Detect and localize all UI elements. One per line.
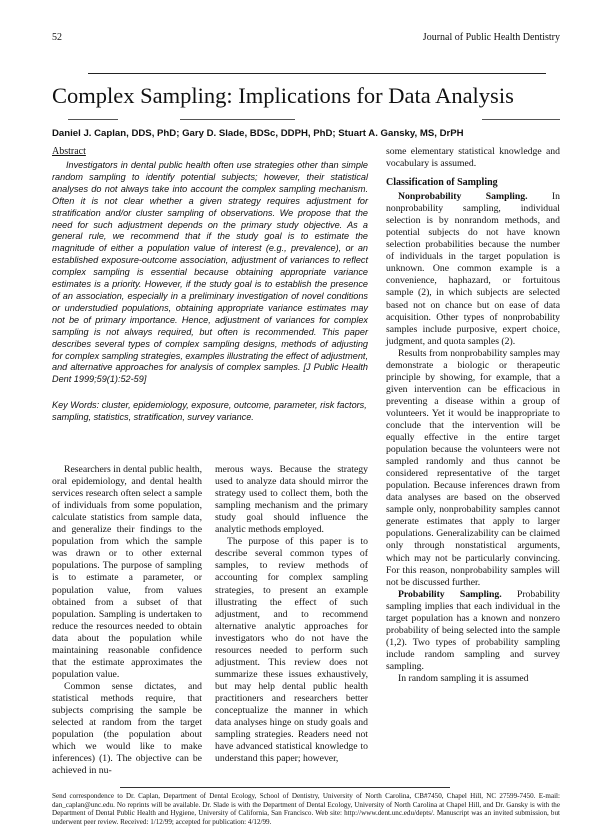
header-rule <box>88 73 546 74</box>
paragraph: merous ways. Because the strategy used to analyze data should mirror the strategy used to collect them, both the sampling mechanism and the primary study goal should influence the analytic methods employed. <box>215 464 368 536</box>
paragraph-text: Probability sampling implies that each individual in the target population has a known and nonzero probability of being selected into the sample (1,2). Two types of probability sampling include random sampling and survey sampling. <box>386 588 560 672</box>
running-header <box>52 32 560 44</box>
paragraph: In random sampling it is assumed <box>398 672 529 684</box>
footnote: Send correspondence to Dr. Caplan, Department of Dental Ecology, School of Dentistry, University of North Carolina, CB#7450, Chapel Hill, NC 27599-7450. E-mail: dan_caplan@unc.edu. No reprints will be available. Dr. Slade is with the Department of Dental Ecology, University of North Carolina at Chapel Hill, and Dr. Gansky is with the Department of Dental Public Health and Hygiene, University of California, San Francisco. Web site: http://www.dent.unc.edu/depts/. Manuscript was an invited submission, but underwent peer review. Received: 1/12/99; accepted for publication: 4/12/99. <box>52 792 560 827</box>
abstract-text: Investigators in dental public health often use strategies other than simple random sampling to identify potential subjects; however, their statistical analyses do not always take into account the complex sampling mechanism. Often it is not clear whether a given strategy requires adjustment for stratification and/or cluster sampling of observations. We propose that the need for such adjustment depends on the primary study objective. As a general rule, we recommend that if the study goal is to estimate the magnitude of either a population value of interest (e.g., prevalence), or an established exposure-outcome association, adjustment of variances to reflect complex sampling is essential because obtaining appropriate variance estimates is a priority. However, if the study goal is to establish the presence of an association, especially in a preliminary investigation of novel conditions or understudied populations, obtaining appropriate variance estimates may not be of primary importance. Hence, adjustment of variances for complex sampling is not always required, but often is recommended. This paper describes several types of complex sampling designs, methods of adjusting for complex sampling strategies, examples illustrating the effect of adjustment, and alternative approaches for analysis of complex samples. [J Public Health Dent 1999;59(1):52-59] <box>52 160 368 385</box>
paragraph <box>386 191 560 348</box>
authors: Daniel J. Caplan, DDS, PhD; Gary D. Slade, BDSc, DDPH, PhD; Stuart A. Gansky, MS, DrPH <box>52 128 464 139</box>
subsection-heading: Probability Sampling. <box>398 588 502 600</box>
paragraph <box>386 589 560 673</box>
journal-name: Journal of Public Health Dentistry <box>422 32 560 43</box>
article-body <box>52 146 560 777</box>
body-column-2 <box>215 464 368 765</box>
body-column-3 <box>386 146 560 685</box>
left-area <box>52 146 368 777</box>
paragraph: The purpose of this paper is to describe several common types of samples, to review methods of accounting for complex sampling strategies, to present an example illustrating the effect of such adjustment, and to recommend alternative analytic approaches for investigators who do not have the resources needed to perform such adjustment. This review does not summarize these issues exhaustively, but may help dental public health practitioners and researchers better conceptualize the manner in which data analyses hinge on study goals and sampling strategies. Readers need not have advanced statistical knowledge to understand this paper; however, <box>215 536 368 765</box>
section-heading: Classification of Sampling <box>386 177 498 189</box>
paragraph: Results from nonprobability samples may demonstrate a biologic or therapeutic principle by showing, for example, that a given intervention can be efficacious in preventing a disease within a group of volunteers. Yet it would be inappropriate to conclude that the intervention will be equally effective in the entire target population because the volunteers were not sampled randomly and thus cannot be considered representative of the target population. Because inferences drawn from data analyses are based on the observed sample only, nonprobability samples cannot generate estimates that apply to larger populations. Generalizability can be claimed only through nonstatistical arguments, which may not be particularly convincing. For this reason, nonprobability samples will not be discussed further. <box>386 347 560 588</box>
article-title: Complex Sampling: Implications for Data Analysis <box>52 83 514 108</box>
paragraph: Common sense dictates, and statistical methods require, that subjects comprising the sample be selected at random from the target population (the population about which we would like to make inferences) (1). The objective can be achieved in nu- <box>52 680 202 777</box>
title-rule <box>180 119 295 120</box>
footnote-rule <box>120 787 450 788</box>
body-column-1 <box>52 464 202 777</box>
body-columns <box>52 464 368 777</box>
paragraph: Researchers in dental public health, oral epidemiology, and dental health services research often select a sample of individuals from some population, calculate statistics from sample data, and generalize their findings to the population from which the sample was drawn or to other external populations. The purpose of sampling is to estimate a parameter, or population value, from values obtained from a subset of that population. Sampling is undertaken to reduce the resources needed to obtain data about the population while maintaining reasonable confidence that the estimate approximates the population value. <box>52 464 202 680</box>
page-number: 52 <box>52 32 62 43</box>
title-rule <box>482 119 560 120</box>
keywords: Key Words: cluster, epidemiology, exposure, outcome, parameter, risk factors, sampling, statistics, stratification, survey variance. <box>52 400 367 423</box>
abstract-heading: Abstract <box>52 146 86 157</box>
title-rules <box>52 119 560 120</box>
subsection-heading: Nonprobability Sampling. <box>398 191 528 203</box>
paragraph-text: In nonprobability sampling, individual selection is by nonrandom methods, and potential subjects do not have known selection probabilities because the number of individuals in the target population is unknown. One common example is a convenience, haphazard, or fortuitous sample (2), in which subjects are selected based not on chance but on ease of data acquisition. Other types of nonprobability samples include purposive, expert choice, judgment, and quota samples (2). <box>386 191 560 347</box>
title-rule <box>68 119 118 120</box>
paragraph: some elementary statistical knowledge and vocabulary is assumed. <box>386 146 560 170</box>
